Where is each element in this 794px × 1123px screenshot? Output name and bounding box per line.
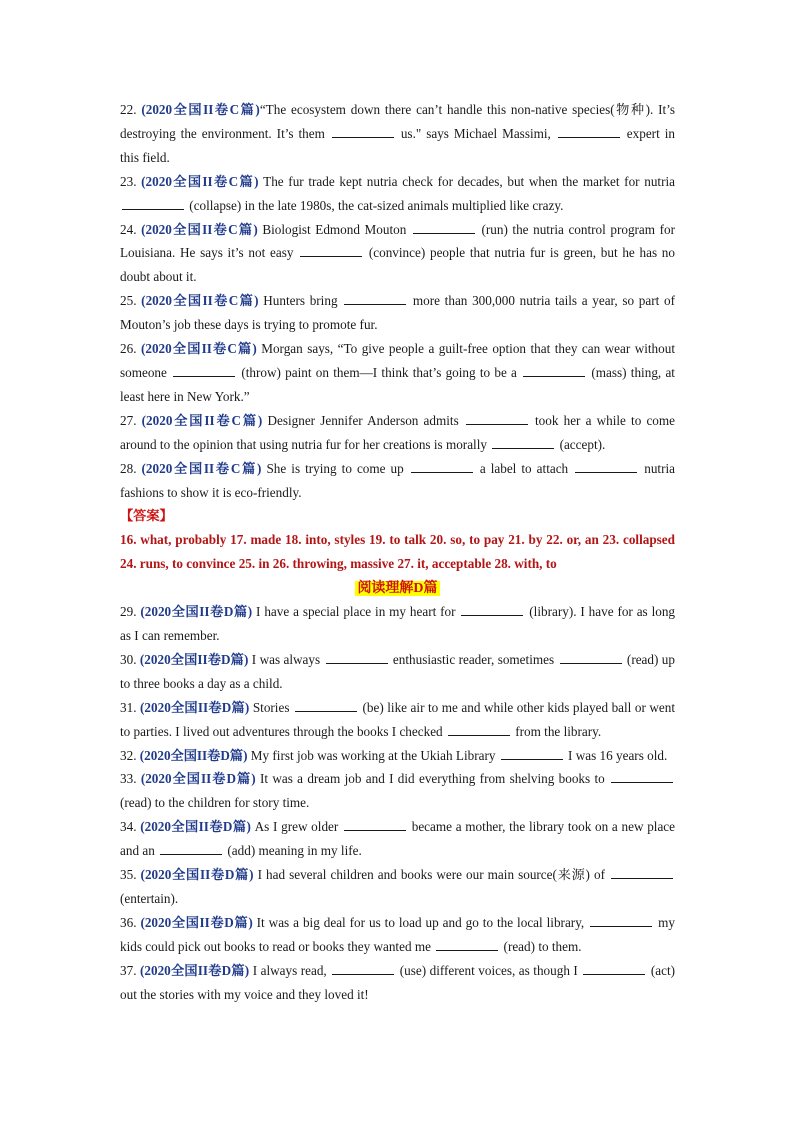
question-source: (2020全国II卷C篇) — [141, 293, 259, 309]
question-item — [120, 959, 675, 1007]
question-item — [120, 815, 675, 863]
answer-blank[interactable] — [611, 865, 673, 879]
question-source: (2020全国II卷D篇) — [140, 962, 250, 978]
question-text: Stories — [249, 699, 293, 715]
answer-blank[interactable] — [173, 363, 235, 377]
question-text: Biologist Edmond Mouton — [257, 221, 411, 237]
question-text: It was a dream job and I did everything from shelving books to — [255, 771, 610, 787]
question-text: (read) to the children for story time. — [120, 795, 310, 811]
question-text: (read) to them. — [500, 938, 582, 954]
question-item — [120, 911, 675, 959]
question-text: (accept). — [556, 436, 606, 452]
question-item — [120, 457, 675, 505]
question-number: 22. — [120, 102, 142, 117]
question-source: (2020全国II卷D篇) — [140, 699, 250, 715]
question-item — [120, 744, 675, 768]
question-text: (collapse) in the late 1980s, the cat-sized animals multiplied like crazy. — [186, 197, 564, 213]
answer-blank[interactable] — [448, 722, 510, 736]
answer-blank[interactable] — [523, 363, 585, 377]
question-number: 37. — [120, 962, 140, 978]
answer-blank[interactable] — [344, 817, 406, 831]
answer-block — [120, 504, 675, 576]
question-number: 28. — [120, 460, 142, 476]
question-text: (add) meaning in my life. — [224, 843, 362, 859]
answer-text: 16. what, probably 17. made 18. into, styles 19. to talk 20. so, to pay 21. by 22. or, an 23. collapsed 24. runs, to convince 25. in 26. throwing, massive 27. it, acceptable 28. with, to — [120, 532, 675, 572]
question-number: 23. — [120, 173, 142, 189]
question-number: 27. — [120, 412, 142, 428]
question-text: from the library. — [511, 723, 602, 739]
question-number: 36. — [120, 914, 141, 930]
question-text: I was 16 years old. — [564, 747, 668, 763]
answer-blank[interactable] — [160, 841, 222, 855]
question-text: (mass) thing, at least here in New York.” — [120, 364, 675, 404]
question-number: 25. — [120, 293, 142, 309]
question-source: (2020全国II卷D篇) — [140, 604, 253, 620]
section-d-questions — [120, 600, 675, 1006]
question-item — [120, 409, 675, 457]
answer-blank[interactable] — [501, 746, 563, 760]
answer-blank[interactable] — [332, 124, 394, 138]
answer-blank[interactable] — [492, 435, 554, 449]
question-source: (2020全国II卷D篇) — [140, 914, 253, 930]
answer-title: 【答案】 — [120, 508, 173, 524]
question-text: I had several children and books were our main source(来源) of — [253, 867, 610, 883]
answer-blank[interactable] — [590, 913, 652, 927]
question-text: took her a while to come around to the opinion that using nutria fur for her creations is morally — [120, 412, 676, 452]
question-item — [120, 170, 675, 218]
question-source: (2020全国II卷C篇) — [141, 412, 263, 428]
question-item — [120, 337, 675, 409]
question-source: (2020全国II卷C篇) — [140, 341, 257, 357]
answer-blank[interactable] — [583, 961, 645, 975]
question-text: us." says Michael Massimi, — [395, 125, 556, 141]
question-text: (entertain). — [120, 891, 179, 906]
question-item — [120, 648, 675, 696]
question-source: (2020全国II卷C篇) — [141, 221, 258, 237]
question-text: I always read, — [249, 962, 331, 978]
answer-blank[interactable] — [300, 243, 362, 257]
answer-blank[interactable] — [122, 196, 184, 210]
question-item — [120, 218, 675, 290]
question-text: expert in this field. — [120, 125, 675, 165]
answer-blank[interactable] — [611, 769, 673, 783]
answer-blank[interactable] — [295, 698, 357, 712]
question-source: (2020全国II卷C篇) — [141, 102, 260, 117]
question-item — [120, 863, 675, 911]
question-text: It was a big deal for us to load up and go to the local library, — [252, 914, 589, 930]
question-number: 30. — [120, 651, 140, 667]
question-text: As I grew older — [250, 819, 343, 835]
question-text: Hunters bring — [258, 293, 343, 309]
question-number: 32. — [120, 747, 140, 763]
question-text: Designer Jennifer Anderson admits — [262, 412, 464, 428]
question-item — [120, 600, 675, 648]
question-text: “The ecosystem down there can’t handle this non-native species(物种). It’s destroying the environment. It’s them — [120, 102, 676, 141]
question-text: more than 300,000 nutria tails a year, so part of Mouton’s job these days is trying to promote fur. — [120, 293, 675, 333]
answer-blank[interactable] — [466, 411, 528, 425]
answer-blank[interactable] — [344, 291, 406, 305]
question-text: I was always — [248, 651, 324, 667]
answer-blank[interactable] — [411, 459, 473, 473]
answer-blank[interactable] — [575, 459, 637, 473]
question-item — [120, 98, 675, 170]
question-text: (library). I have for as long as I can remember. — [120, 604, 676, 644]
question-number: 33. — [120, 771, 141, 787]
question-text: Morgan says, “To give people a guilt-free option that they can wear without someone — [120, 341, 676, 380]
question-number: 29. — [120, 604, 141, 620]
section-c-questions — [120, 98, 675, 504]
question-number: 26. — [120, 341, 141, 357]
answer-blank[interactable] — [326, 650, 388, 664]
answer-blank[interactable] — [461, 602, 523, 616]
question-text: (use) different voices, as though I — [396, 962, 582, 978]
worksheet — [120, 98, 675, 1007]
question-text: My first job was working at the Ukiah Library — [247, 747, 499, 763]
question-source: (2020全国II卷D篇) — [140, 771, 256, 787]
question-number: 31. — [120, 699, 141, 715]
question-text: (be) like air to me and while other kids played ball or went to parties. I lived out adventures through the books I checked — [120, 699, 676, 739]
question-source: (2020全国II卷D篇) — [140, 867, 254, 883]
question-item — [120, 289, 675, 337]
question-text: became a mother, the library took on a new place and an — [120, 819, 676, 859]
section-heading — [120, 576, 675, 600]
question-text: (convince) people that nutria fur is green, but he has no doubt about it. — [120, 245, 675, 285]
question-source: (2020全国II卷C篇) — [141, 460, 262, 476]
question-number: 35. — [120, 867, 141, 883]
question-text: The fur trade kept nutria check for decades, but when the market for nutria — [258, 173, 675, 189]
question-text: I have a special place in my heart for — [252, 604, 460, 620]
answer-blank[interactable] — [413, 220, 475, 234]
question-source: (2020全国II卷D篇) — [139, 651, 249, 667]
question-text: (act) out the stories with my voice and they loved it! — [120, 962, 676, 1002]
question-item — [120, 767, 675, 815]
answer-blank[interactable] — [558, 124, 620, 138]
question-source: (2020全国II卷C篇) — [141, 173, 259, 189]
question-text: nutria fashions to show it is eco-friendly. — [120, 460, 676, 500]
question-text: my kids could pick out books to read or books they wanted me — [120, 914, 675, 954]
question-text: (throw) paint on them—I think that’s going to be a — [237, 364, 522, 380]
question-text: She is trying to come up — [261, 460, 409, 476]
section-title: 阅读理解D篇 — [357, 581, 438, 597]
question-text: (run) the nutria control program for Louisiana. He says it’s not easy — [120, 221, 676, 261]
answer-blank[interactable] — [560, 650, 622, 664]
question-source: (2020全国II卷D篇) — [139, 747, 248, 763]
question-source: (2020全国II卷D篇) — [140, 819, 251, 835]
question-item — [120, 696, 675, 744]
answer-blank[interactable] — [332, 961, 394, 975]
question-text: (read) up to three books a day as a child. — [120, 651, 675, 691]
question-number: 24. — [120, 221, 142, 237]
question-text: enthusiastic reader, sometimes — [389, 651, 558, 667]
answer-blank[interactable] — [436, 937, 498, 951]
question-number: 34. — [120, 819, 141, 835]
question-text: a label to attach — [474, 460, 574, 476]
